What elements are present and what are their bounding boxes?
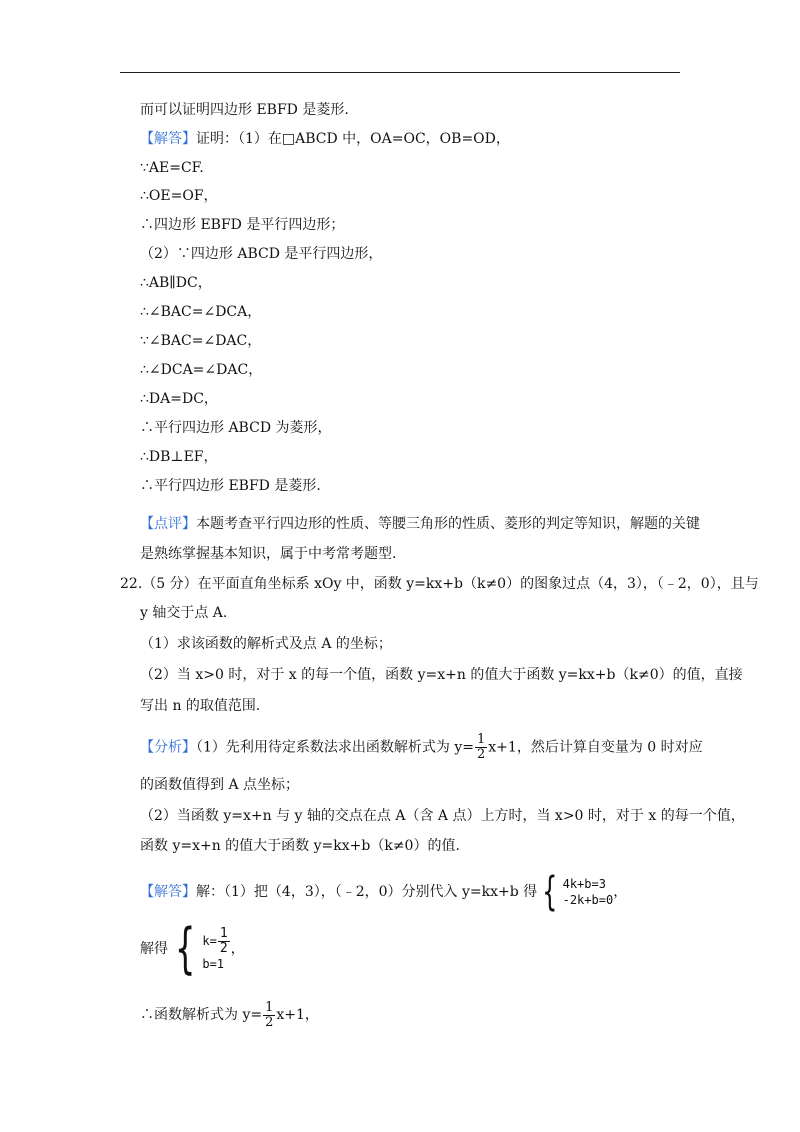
question-line: 22.（5 分）在平面直角坐标系 xOy 中，函数 y=kx+b（k≠0）的图象过点（4，3），（﹣2，0），且与: [120, 576, 759, 592]
comment-text: 本题考查平行四边形的性质、等腰三角形的性质、菱形的判定等知识，解题的关键: [196, 516, 700, 532]
text-line: ∴DA=DC，: [140, 391, 218, 407]
analysis-line: [140, 733, 703, 762]
text-line: ∵∠BAC=∠DAC，: [140, 333, 262, 349]
comment-tag: 【点评】: [140, 516, 196, 532]
text-line: ∴OE=OF，: [140, 188, 218, 204]
text-line: 是熟练掌握基本知识，属于中考常考题型.: [140, 546, 397, 562]
comment-line: [140, 514, 700, 534]
text-line: （2）当 x>0 时，对于 x 的每一个值，函数 y=x+n 的值大于函数 y=kx+b（k≠0）的值，直接: [140, 667, 743, 683]
text-line: （1）求该函数的解析式及点 A 的坐标；: [140, 636, 392, 652]
text-line: y 轴交于点 A.: [140, 605, 228, 621]
text-line: ∴∠BAC=∠DCA，: [140, 304, 262, 320]
header-rule: [120, 72, 680, 73]
solve-line: 解得 { k= $\frac{1}{2}$ b=1 ，: [140, 917, 245, 980]
text-line: ∴四边形 EBFD 是平行四边形；: [140, 217, 345, 233]
analysis-tag: 【分析】: [140, 739, 196, 756]
solution-system: { k= $\frac{1}{2}$ b=1: [174, 917, 228, 980]
answer-tag: 【解答】: [140, 131, 196, 147]
solution-line: 【解答】解：（1）把（4，3），（﹣2，0）分别代入 y=kx+b 得 { 4k+b=3 -2k+b=0 ，: [140, 869, 628, 915]
text-line: ∴平行四边形 ABCD 为菱形，: [140, 420, 332, 436]
answer-line: [140, 129, 510, 149]
text-line: ∴AB∥DC，: [140, 275, 212, 291]
text-line: 而可以证明四边形 EBFD 是菱形.: [140, 102, 349, 118]
fraction-one-half: $\frac{1}{2}$: [219, 925, 228, 956]
text-line: ∴∠DCA=∠DAC，: [140, 362, 263, 378]
text-line: ∴平行四边形 EBFD 是菱形.: [140, 478, 321, 494]
analysis-text: x+1，然后计算自变量为 0 时对应: [488, 739, 703, 756]
text-line: ∵AE=CF.: [140, 160, 204, 176]
fraction-one-half: $\frac{1}{2}$: [265, 999, 274, 1030]
result-line: ∴函数解析式为 y= $\frac{1}{2}$ x+1，: [140, 999, 319, 1030]
text-line: ∴DB⊥EF，: [140, 449, 218, 465]
fraction-one-half: $\frac{1}{2}$: [477, 732, 486, 762]
text-line: 写出 n 的取值范围.: [140, 698, 261, 714]
text-line: 函数 y=x+n 的值大于函数 y=kx+b（k≠0）的值.: [140, 838, 460, 854]
text-line: （2）当函数 y=x+n 与 y 轴的交点在点 A（含 A 点）上方时，当 x>0 时，对于 x 的每一个值，: [140, 808, 745, 824]
answer-text: 证明：（1）在□ABCD 中，OA=OC，OB=OD，: [196, 131, 510, 147]
analysis-text: （1）先利用待定系数法求出函数解析式为 y=: [196, 739, 474, 756]
text-line: 的函数值得到 A 点坐标；: [140, 777, 300, 793]
solution-tag: 【解答】: [140, 884, 196, 900]
text-line: （2）∵四边形 ABCD 是平行四边形，: [140, 246, 383, 262]
equation-system: { 4k+b=3 -2k+b=0: [542, 869, 614, 915]
solution-text: 解：（1）把（4，3），（﹣2，0）分别代入 y=kx+b 得: [196, 884, 538, 900]
